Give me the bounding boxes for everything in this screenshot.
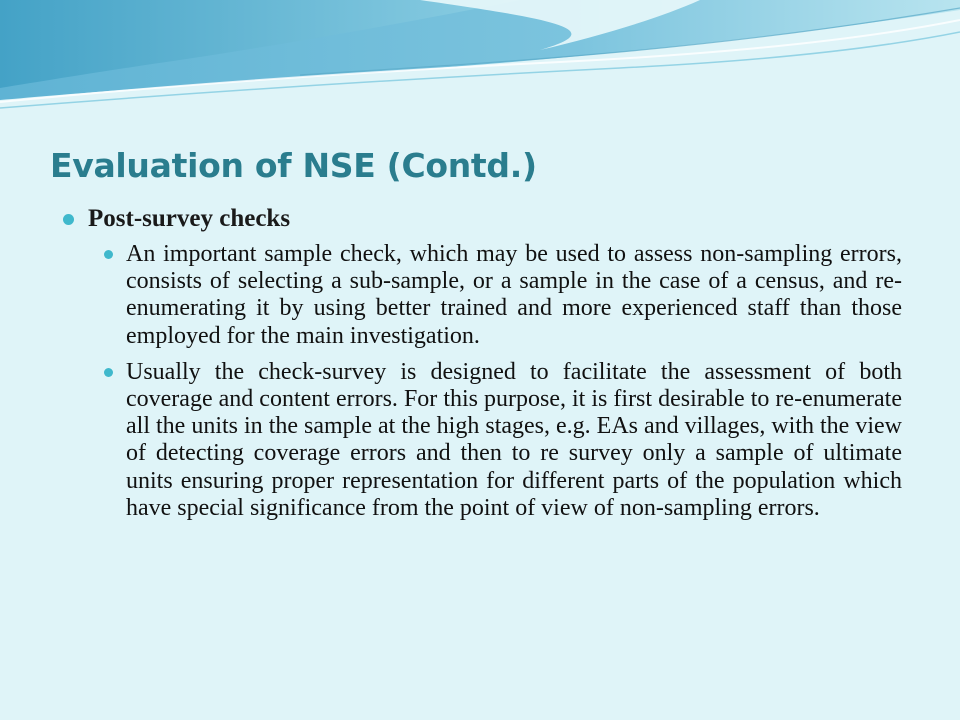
sub-bullet-check-survey [60, 359, 902, 522]
slide-body [60, 205, 902, 522]
sub-bullet-sample-check [60, 241, 902, 350]
sub-bullet-dot-icon [104, 368, 113, 377]
bullet-post-survey-checks [60, 205, 902, 233]
bullet-heading: Post-survey checks [88, 205, 291, 232]
decorative-wave-header [0, 0, 960, 130]
sub-bullet-text: An important sample check, which may be used to assess non-sampling errors, consists of selecting a sub-sample, or a sample in the case of a census, and re-enumerating it by using better trained and more experienced staff than those employed for the main investigation. [126, 241, 902, 349]
sub-bullet-dot-icon [104, 250, 113, 259]
bullet-dot-icon [63, 214, 74, 225]
slide-title: Evaluation of NSE (Contd.) [50, 146, 537, 185]
sub-bullet-text: Usually the check-survey is designed to facilitate the assessment of both coverage and content errors. For this purpose, it is first desirable to re-enumerate all the units in the sample at the high stages, e.g. EAs and villages, with the view of detecting coverage errors and then to re survey only a sample of ultimate units ensuring proper representation for different parts of the population which have special significance from the point of view of non-sampling errors. [126, 358, 902, 521]
